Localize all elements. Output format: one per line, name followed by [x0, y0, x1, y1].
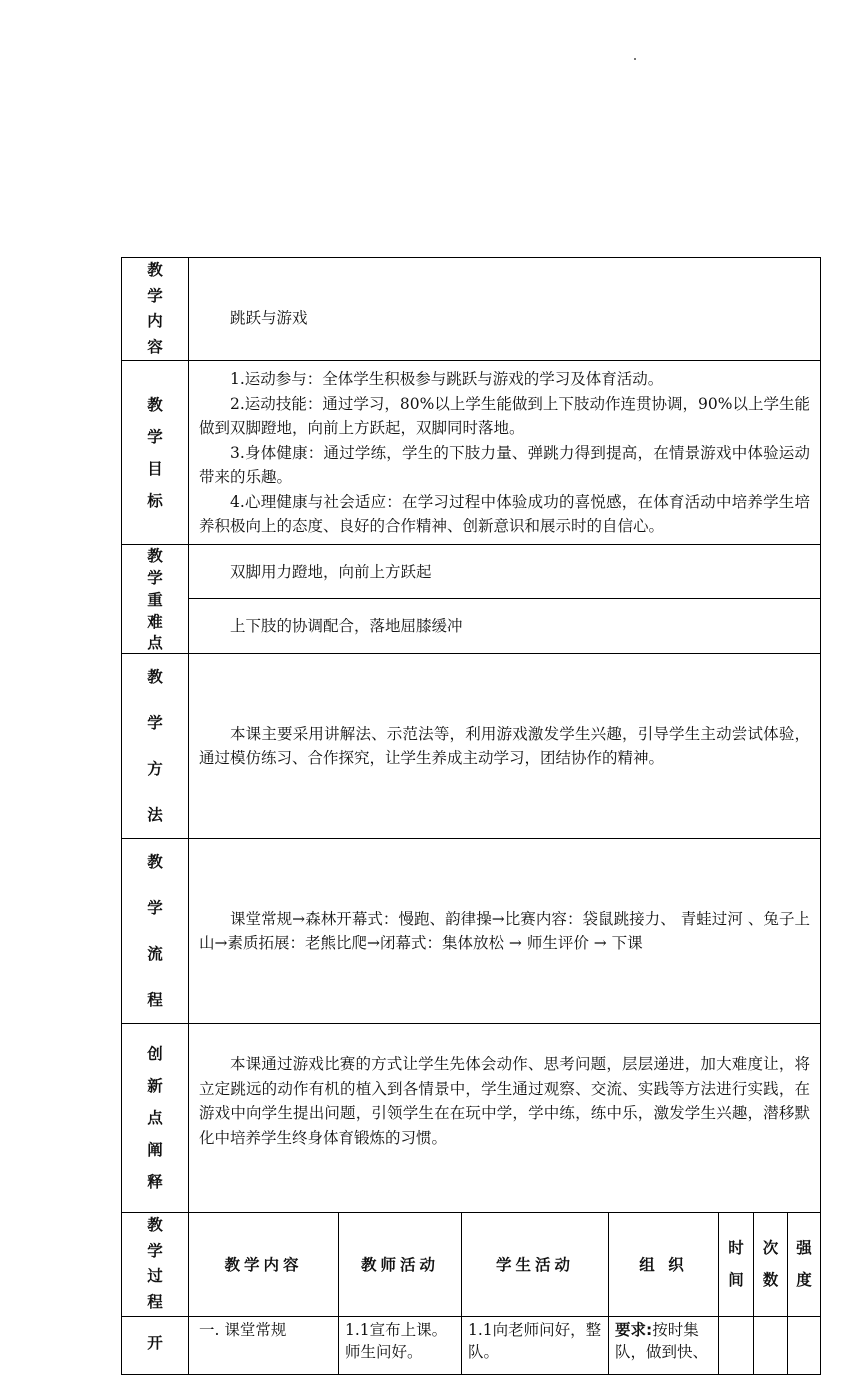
innovation-cell [189, 1024, 821, 1213]
col-header-time: 时 间 [719, 1213, 754, 1316]
row-time-cell [719, 1316, 754, 1374]
row-method [122, 654, 821, 839]
goal-item: 4.心理健康与社会适应：在学习过程中体验成功的喜悦感，在体育活动中培养学生培养积极向上的态度、良好的合作精神、创新意识和展示时的自信心。 [199, 492, 811, 535]
table-row [122, 1316, 821, 1374]
row-difficulty [122, 599, 821, 654]
innovation-text: 本课通过游戏比赛的方式让学生先体会动作、思考问题，层层递进，加大难度让，将立定跳远的动作有机的植入到各情景中，学生通过观察、交流、实践等方法进行实践，在游戏中向学生提出问题，引领学生在在玩中学，学中练，练中乐，激发学生兴趣，潜移默化中培养学生终身体育锻炼的习惯。 [199, 1055, 811, 1147]
flow-cell [189, 839, 821, 1024]
method-text: 本课主要采用讲解法、示范法等，利用游戏激发学生兴趣，引导学生主动尝试体验，通过模仿练习、合作探究，让学生养成主动学习，团结协作的精神。 [199, 724, 811, 768]
col-header-teacher: 教师活动 [339, 1213, 462, 1316]
org-text: 按时集队，做到快、 [615, 1320, 709, 1361]
row-org-cell [609, 1316, 719, 1374]
content-label: 教 学 内 容 [122, 258, 189, 361]
key-text: 双脚用力蹬地，向前上方跃起 [230, 562, 432, 581]
goal-item: 1.运动参与：全体学生积极参与跳跃与游戏的学习及体育活动。 [230, 370, 664, 388]
row-flow [122, 839, 821, 1024]
content-cell [189, 258, 821, 361]
keypoints-label: 教 学 重 难 点 [122, 545, 189, 654]
col-header-count: 次 数 [754, 1213, 788, 1316]
method-cell [189, 654, 821, 839]
goal-item: 3.身体健康：通过学练，学生的下肢力量、弹跳力得到提高，在情景游戏中体验运动带来的乐趣。 [199, 443, 811, 486]
innovation-label: 创 新 点 阐 释 [122, 1024, 189, 1213]
key-cell [189, 545, 821, 599]
flow-text: 课堂常规→森林开幕式：慢跑、韵律操→比赛内容：袋鼠跳接力、 青蛙过河 、兔子上山→素质拓展：老熊比爬→闭幕式：集体放松 → 师生评价 → 下课 [199, 909, 811, 953]
col-header-student: 学生活动 [462, 1213, 609, 1316]
method-label: 教 学 方 法 [122, 654, 189, 839]
page-dot [634, 58, 636, 60]
flow-label: 教 学 流 程 [122, 839, 189, 1024]
stage-label: 开 [122, 1316, 189, 1374]
row-goals [122, 361, 821, 545]
difficulty-text: 上下肢的协调配合，落地屈膝缓冲 [230, 617, 463, 636]
row-count-cell [754, 1316, 788, 1374]
col-header-org: 组 织 [609, 1213, 719, 1316]
goal-item: 2.运动技能：通过学习，80%以上学生能做到上下肢动作连贯协调，90%以上学生能做到双脚蹬地，向前上方跃起，双脚同时落地。 [199, 394, 811, 437]
org-req-label: 要求: [615, 1320, 653, 1339]
row-content-cell: 一. 课堂常规 [189, 1316, 339, 1374]
row-key [122, 545, 821, 599]
row-intensity-cell [788, 1316, 821, 1374]
row-content [122, 258, 821, 361]
lesson-plan-table [121, 257, 821, 1375]
row-innovation [122, 1024, 821, 1213]
goals-label: 教 学 目 标 [122, 361, 189, 545]
row-student-cell: 1.1向老师问好，整队。 [462, 1316, 609, 1374]
goals-cell [189, 361, 821, 545]
process-label: 教 学 过 程 [122, 1213, 189, 1316]
col-header-intensity: 强 度 [788, 1213, 821, 1316]
row-teacher-cell: 1.1宣布上课。师生问好。 [339, 1316, 462, 1374]
col-header-content: 教学内容 [189, 1213, 339, 1316]
row-process-header [122, 1213, 821, 1316]
content-text: 跳跃与游戏 [230, 308, 308, 327]
difficulty-cell [189, 599, 821, 654]
